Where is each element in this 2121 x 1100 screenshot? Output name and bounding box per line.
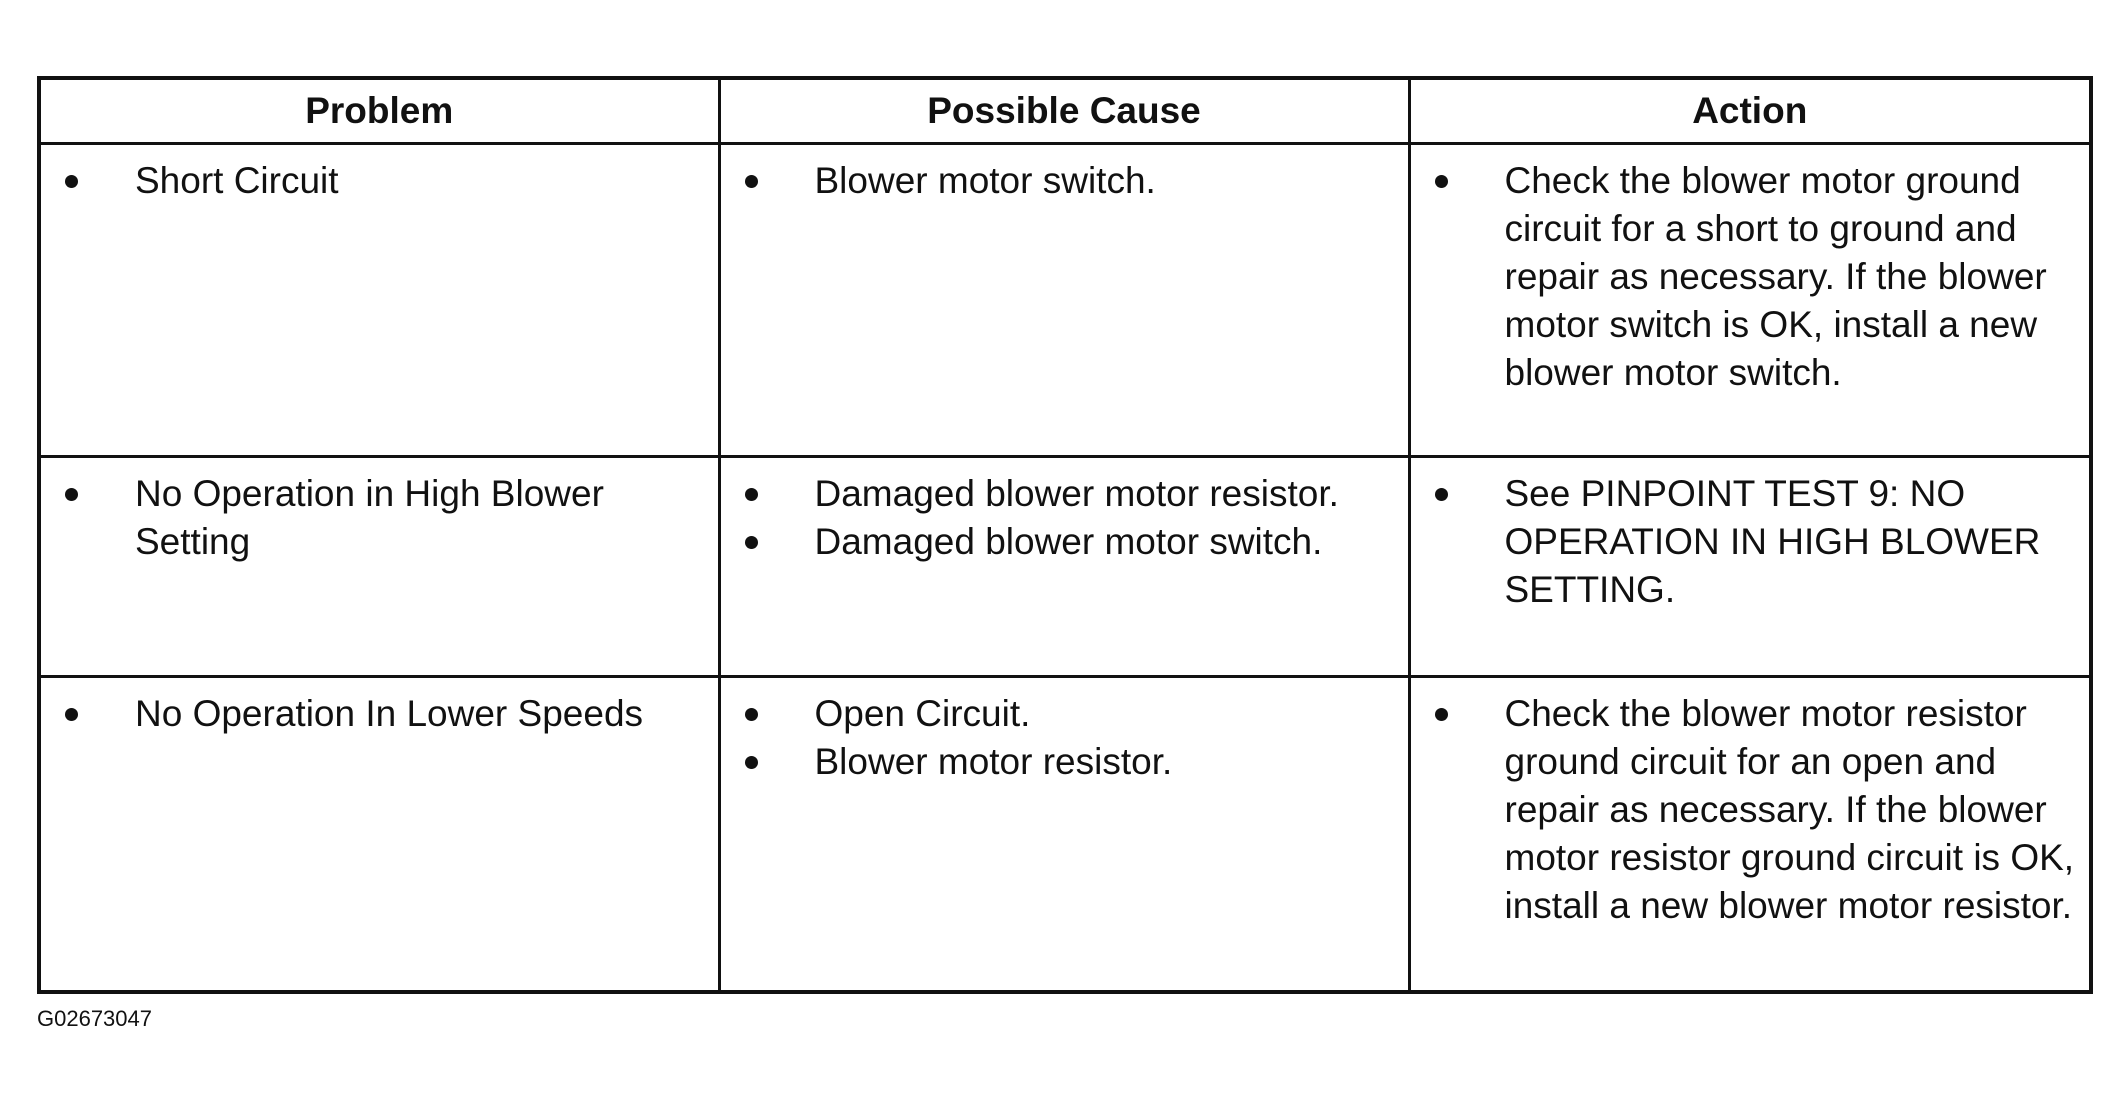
list-item xyxy=(731,738,1398,786)
bullet-list xyxy=(731,157,1398,205)
list-item xyxy=(731,470,1398,518)
table-header-row xyxy=(39,78,2091,144)
bullet-icon xyxy=(1435,708,1448,721)
action-text: Check the blower motor ground circuit for a short to ground and repair as necessary. If the blower motor switch is OK, install a new blower motor switch. xyxy=(1504,160,2047,393)
bullet-icon xyxy=(745,536,758,549)
cause-cell xyxy=(719,457,1409,677)
cause-cell xyxy=(719,144,1409,457)
header-possible-cause: Possible Cause xyxy=(719,78,1409,144)
table-row xyxy=(39,457,2091,677)
list-item xyxy=(1421,157,2080,397)
header-problem: Problem xyxy=(39,78,719,144)
list-item xyxy=(731,157,1398,205)
list-item xyxy=(731,518,1398,566)
bullet-list xyxy=(51,470,708,566)
diagnosis-table xyxy=(37,76,2093,994)
action-text: See PINPOINT TEST 9: NO OPERATION IN HIGH BLOWER SETTING. xyxy=(1504,473,2041,610)
action-text: Check the blower motor resistor ground circuit for an open and repair as necessary. If the blower motor resistor ground circuit is OK, install a new blower motor resistor. xyxy=(1504,693,2075,926)
cause-text: Open Circuit. xyxy=(814,693,1031,734)
bullet-icon xyxy=(65,488,78,501)
bullet-list xyxy=(1421,690,2080,930)
bullet-list xyxy=(731,470,1398,566)
bullet-list xyxy=(731,690,1398,786)
action-cell xyxy=(1409,457,2091,677)
cause-text: Blower motor resistor. xyxy=(814,741,1173,782)
cause-cell xyxy=(719,677,1409,993)
action-cell xyxy=(1409,144,2091,457)
problem-text: Short Circuit xyxy=(135,160,339,201)
bullet-icon xyxy=(745,756,758,769)
bullet-icon xyxy=(1435,488,1448,501)
problem-text: No Operation in High Blower Setting xyxy=(135,473,604,562)
bullet-list xyxy=(1421,470,2080,614)
list-item xyxy=(731,690,1398,738)
table-row xyxy=(39,677,2091,993)
list-item xyxy=(51,470,708,566)
problem-cell xyxy=(39,677,719,993)
problem-cell xyxy=(39,144,719,457)
action-cell xyxy=(1409,677,2091,993)
list-item xyxy=(51,157,708,205)
bullet-list xyxy=(51,157,708,205)
problem-text: No Operation In Lower Speeds xyxy=(135,693,644,734)
bullet-icon xyxy=(745,488,758,501)
bullet-icon xyxy=(65,175,78,188)
bullet-list xyxy=(1421,157,2080,397)
cause-text: Damaged blower motor resistor. xyxy=(814,473,1339,514)
bullet-icon xyxy=(745,708,758,721)
cause-text: Blower motor switch. xyxy=(814,160,1156,201)
bullet-icon xyxy=(1435,175,1448,188)
bullet-icon xyxy=(65,708,78,721)
bullet-icon xyxy=(745,175,758,188)
list-item xyxy=(1421,690,2080,930)
header-action: Action xyxy=(1409,78,2091,144)
figure-code: G02673047 xyxy=(37,1006,152,1031)
list-item xyxy=(1421,470,2080,614)
table-row xyxy=(39,144,2091,457)
problem-cell xyxy=(39,457,719,677)
list-item xyxy=(51,690,708,738)
cause-text: Damaged blower motor switch. xyxy=(814,521,1323,562)
bullet-list xyxy=(51,690,708,738)
